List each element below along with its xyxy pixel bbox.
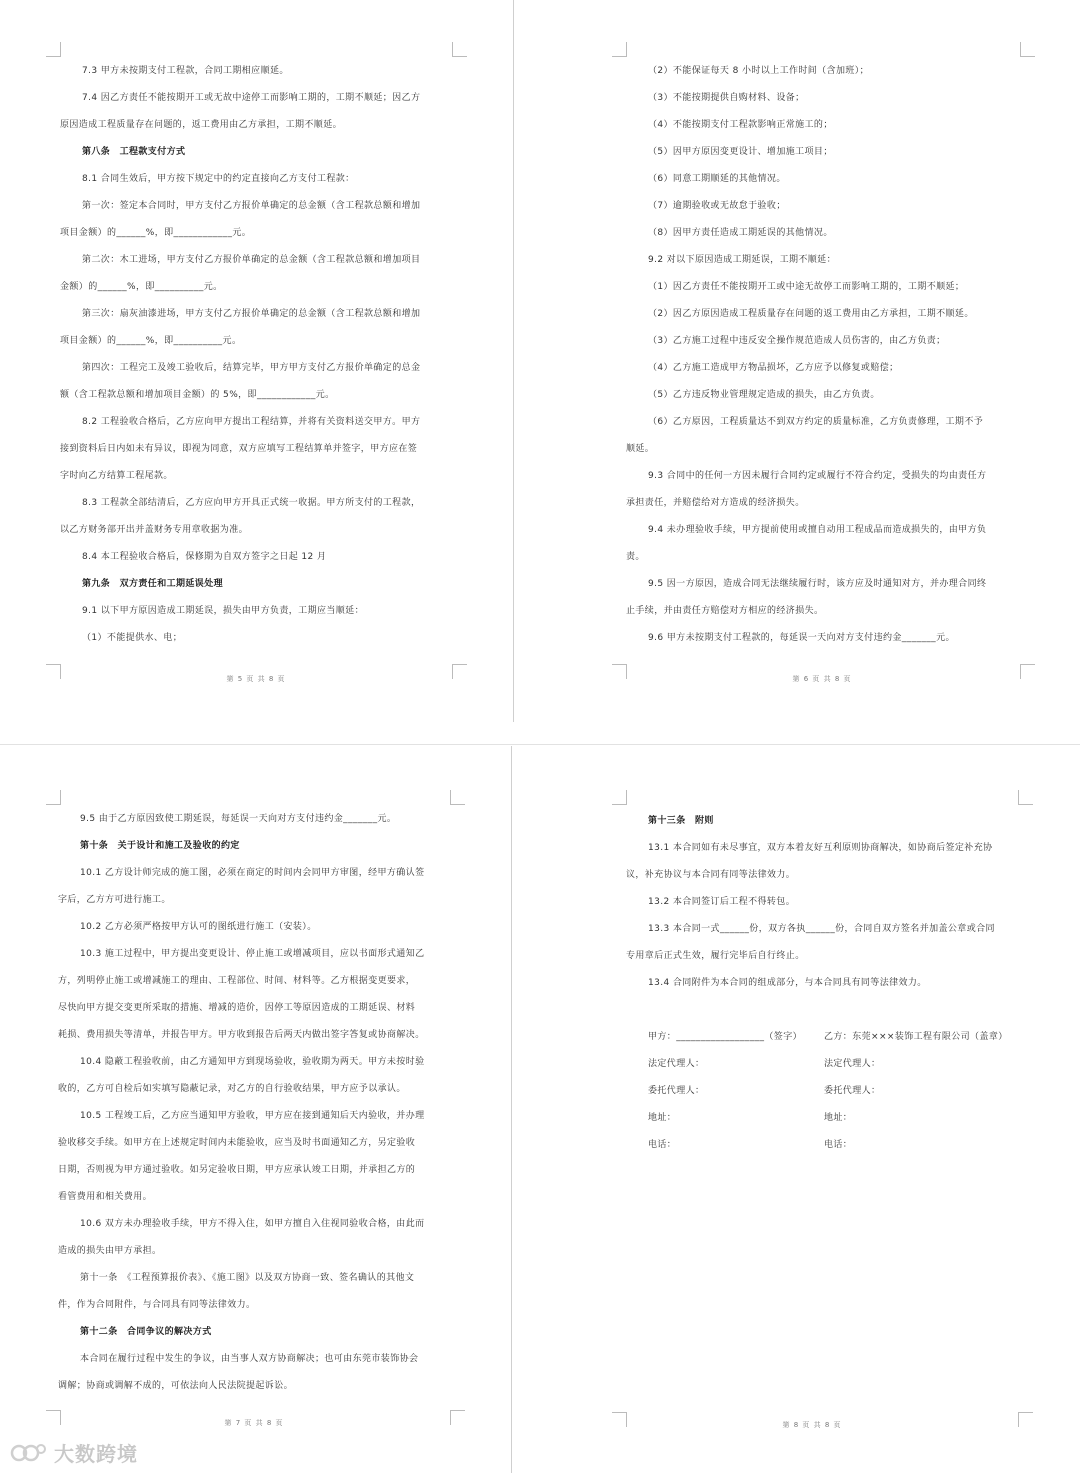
party-b-field: 地址： bbox=[824, 1113, 853, 1123]
text-line: （5）乙方违反物业管理规定造成的损失，由乙方负责。 bbox=[648, 390, 880, 400]
party-a-field: 甲方：__________________（签字） bbox=[648, 1032, 803, 1042]
party-a-field: 电话： bbox=[648, 1140, 677, 1150]
text-line: 8.4 本工程验收合格后，保修期为自双方签字之日起 12 月 bbox=[82, 552, 327, 562]
text-line: 9.6 甲方未按期支付工程款的，每延误一天向对方支付违约金_______元。 bbox=[648, 633, 955, 643]
page-body bbox=[626, 808, 1030, 997]
party-b-field: 委托代理人： bbox=[824, 1086, 881, 1096]
text-line: 10.4 隐蔽工程验收前，由乙方通知甲方到现场验收，验收期为两天。甲方未按时验 bbox=[80, 1057, 425, 1067]
text-line: 收的，乙方可自检后如实填写隐蔽记录，对乙方的自行验收结果，甲方应予以承认。 bbox=[58, 1084, 406, 1094]
page-divider bbox=[511, 746, 512, 1473]
text-line: 造成的损失由甲方承担。 bbox=[58, 1246, 162, 1256]
text-line: 金额）的______%，即__________元。 bbox=[60, 282, 223, 292]
text-line: 额（含工程款总额和增加项目金额）的 5%，即____________元。 bbox=[60, 390, 335, 400]
text-line: 7.3 甲方未按期支付工程款，合同工期相应顺延。 bbox=[82, 66, 289, 76]
article-heading: 第十二条 合同争议的解决方式 bbox=[80, 1327, 212, 1337]
text-line: （2）不能保证每天 8 小时以上工作时间（含加班）； bbox=[648, 66, 870, 76]
crop-mark bbox=[612, 790, 627, 805]
text-line: 方，列明停止施工或增减施工的理由、工程部位、时间、材料等。乙方根据变更要求， bbox=[58, 976, 416, 986]
page-body bbox=[58, 806, 458, 1400]
text-line: 件，作为合同附件，与合同具有同等法律效力。 bbox=[58, 1300, 256, 1310]
article-heading: 第九条 双方责任和工期延误处理 bbox=[82, 579, 224, 589]
document-page-8 bbox=[566, 746, 1080, 1473]
signature-row bbox=[648, 1132, 1028, 1159]
party-a-field: 地址： bbox=[648, 1113, 677, 1123]
text-line: 13.3 本合同一式______份，双方各执______份，合同自双方签名并加盖公章或合同 bbox=[648, 924, 995, 934]
text-line: 9.2 对以下原因造成工期延误，工期不顺延： bbox=[648, 255, 836, 265]
crop-mark bbox=[46, 790, 61, 805]
text-line: 调解；协商或调解不成的，可依法向人民法院提起诉讼。 bbox=[58, 1381, 294, 1391]
document-page-6 bbox=[568, 0, 1080, 722]
watermark-text: 大数跨境 bbox=[54, 1442, 138, 1466]
text-line: 第三次：扇灰油漆进场，甲方支付乙方报价单确定的总金额（含工程款总额和增加 bbox=[82, 309, 421, 319]
party-a-field: 委托代理人： bbox=[648, 1086, 705, 1096]
crop-mark bbox=[452, 42, 467, 57]
page-footer: 第 5 页 共 8 页 bbox=[226, 675, 286, 683]
document-page-5 bbox=[0, 0, 512, 722]
page-body bbox=[60, 58, 460, 652]
party-b-field: 电话： bbox=[824, 1140, 853, 1150]
page-footer: 第 8 页 共 8 页 bbox=[782, 1421, 842, 1429]
text-line: 字时向乙方结算工程尾款。 bbox=[60, 471, 173, 481]
text-line: 顺延。 bbox=[626, 444, 655, 454]
text-line: 8.3 工程款全部结清后，乙方应向甲方开具正式统一收据。甲方所支付的工程款， bbox=[82, 498, 421, 508]
text-line: 项目金额）的______%，即____________元。 bbox=[60, 228, 252, 238]
signature-row bbox=[648, 1078, 1028, 1105]
watermark bbox=[10, 1438, 138, 1467]
text-line: 13.2 本合同签订后工程不得转包。 bbox=[648, 897, 796, 907]
text-line: 13.1 本合同如有未尽事宜，双方本着友好互利原则协商解决，如协商后签定补充协 bbox=[648, 843, 993, 853]
crop-mark bbox=[450, 1410, 465, 1425]
party-a-field: 法定代理人： bbox=[648, 1059, 705, 1069]
text-line: 10.2 乙方必须严格按甲方认可的图纸进行施工（安装）。 bbox=[80, 922, 317, 932]
text-line: （7）逾期验收或无故怠于验收； bbox=[648, 201, 786, 211]
text-line: （4）不能按期支付工程款影响正常施工的； bbox=[648, 120, 833, 130]
text-line: 10.5 工程竣工后，乙方应当通知甲方验收，甲方应在接到通知后天内验收，并办理 bbox=[80, 1111, 425, 1121]
watermark-logo-icon bbox=[10, 1441, 48, 1465]
text-line: 第二次：木工进场，甲方支付乙方报价单确定的总金额（含工程款总额和增加项目 bbox=[82, 255, 421, 265]
crop-mark bbox=[1018, 1412, 1033, 1427]
text-line: （3）乙方施工过程中违反安全操作规范造成人员伤害的，由乙方负责； bbox=[648, 336, 946, 346]
crop-mark bbox=[46, 664, 61, 679]
text-line: 8.2 工程验收合格后，乙方应向甲方提出工程结算，并将有关资料送交甲方。甲方 bbox=[82, 417, 421, 427]
text-line: 10.3 施工过程中，甲方提出变更设计、停止施工或增减项目，应以书面形式通知乙 bbox=[80, 949, 425, 959]
text-line: 第四次：工程完工及竣工验收后，结算完毕，甲方甲方支付乙方报价单确定的总金 bbox=[82, 363, 421, 373]
text-line: 尽快向甲方提交变更所采取的措施、增减的造价，因停工等原因造成的工期延误、材料 bbox=[58, 1003, 416, 1013]
text-line: 日期，否则视为甲方通过验收。如另定验收日期，甲方应承认竣工日期，并承担乙方的 bbox=[58, 1165, 416, 1175]
text-line: 耗损、费用损失等清单，并报告甲方。甲方收到报告后两天内做出签字答复或协商解决。 bbox=[58, 1030, 425, 1040]
text-line: （3）不能按期提供自购材料、设备； bbox=[648, 93, 805, 103]
text-line: 10.6 双方未办理验收手续，甲方不得入住，如甲方擅自入住视同验收合格，由此而 bbox=[80, 1219, 425, 1229]
signature-block bbox=[648, 1024, 1028, 1159]
crop-mark bbox=[46, 1410, 61, 1425]
text-line: 看管费用和相关费用。 bbox=[58, 1192, 153, 1202]
text-line: 9.5 因一方原因，造成合同无法继续履行时，该方应及时通知对方，并办理合同终 bbox=[648, 579, 987, 589]
text-line: （1）不能提供水、电； bbox=[82, 633, 183, 643]
crop-mark bbox=[1018, 790, 1033, 805]
crop-mark bbox=[1020, 42, 1035, 57]
text-line: 7.4 因乙方责任不能按期开工或无故中途停工而影响工期的，工期不顺延；因乙方 bbox=[82, 93, 421, 103]
text-line: （5）因甲方原因变更设计、增加施工项目； bbox=[648, 147, 833, 157]
text-line: 10.1 乙方设计师完成的施工图，必须在商定的时间内会同甲方审图，经甲方确认签 bbox=[80, 868, 425, 878]
text-line: 9.5 由于乙方原因致使工期延误，每延误一天向对方支付违约金_______元。 bbox=[80, 814, 397, 824]
crop-mark bbox=[46, 42, 61, 57]
text-line: 议，补充协议与本合同有同等法律效力。 bbox=[626, 870, 796, 880]
text-line: 字后，乙方方可进行施工。 bbox=[58, 895, 171, 905]
page-footer: 第 6 页 共 8 页 bbox=[792, 675, 852, 683]
page-footer: 第 7 页 共 8 页 bbox=[224, 1419, 284, 1427]
party-b-field: 乙方：东莞×××装饰工程有限公司（盖章） bbox=[824, 1032, 1008, 1042]
text-line: 9.3 合同中的任何一方因未履行合同约定或履行不符合约定，受损失的均由责任方 bbox=[648, 471, 987, 481]
text-line: 第一次：签定本合同时，甲方支付乙方报价单确定的总金额（含工程款总额和增加 bbox=[82, 201, 421, 211]
signature-row bbox=[648, 1024, 1028, 1051]
text-line: 专用章后正式生效，履行完毕后自行终止。 bbox=[626, 951, 805, 961]
crop-mark bbox=[1020, 664, 1035, 679]
text-line: 原因造成工程质量存在问题的，返工费用由乙方承担，工期不顺延。 bbox=[60, 120, 343, 130]
text-line: 本合同在履行过程中发生的争议，由当事人双方协商解决；也可由东莞市装饰协会 bbox=[80, 1354, 419, 1364]
text-line: 13.4 合同附件为本合同的组成部分，与本合同具有同等法律效力。 bbox=[648, 978, 927, 988]
page-divider bbox=[513, 0, 514, 722]
text-line: （1）因乙方责任不能按期开工或中途无故停工而影响工期的，工期不顺延； bbox=[648, 282, 965, 292]
text-line: （8）因甲方责任造成工期延误的其他情况。 bbox=[648, 228, 833, 238]
page-gap bbox=[0, 744, 1080, 745]
article-heading: 第八条 工程款支付方式 bbox=[82, 147, 186, 157]
text-line: （4）乙方施工造成甲方物品损坏，乙方应予以修复或赔偿； bbox=[648, 363, 899, 373]
text-line: （2）因乙方原因造成工程质量存在问题的返工费用由乙方承担，工期不顺延。 bbox=[648, 309, 974, 319]
document-page-7 bbox=[0, 746, 512, 1473]
article-heading: 第十三条 附则 bbox=[648, 816, 714, 826]
crop-mark bbox=[450, 790, 465, 805]
crop-mark bbox=[612, 42, 627, 57]
text-line: 承担责任，并赔偿给对方造成的经济损失。 bbox=[626, 498, 805, 508]
crop-mark bbox=[612, 664, 627, 679]
text-line: （6）同意工期顺延的其他情况。 bbox=[648, 174, 786, 184]
signature-row bbox=[648, 1105, 1028, 1132]
party-b-field: 法定代理人： bbox=[824, 1059, 881, 1069]
crop-mark bbox=[612, 1412, 627, 1427]
text-line: 止手续，并由责任方赔偿对方相应的经济损失。 bbox=[626, 606, 824, 616]
text-line: 第十一条 《工程预算报价表》、《施工图》以及双方协商一致、签名确认的其他文 bbox=[80, 1273, 415, 1283]
text-line: 验收移交手续。如甲方在上述规定时间内未能验收，应当及时书面通知乙方，另定验收 bbox=[58, 1138, 416, 1148]
signature-row bbox=[648, 1051, 1028, 1078]
article-heading: 第十条 关于设计和施工及验收的约定 bbox=[80, 841, 240, 851]
text-line: 9.4 未办理验收手续，甲方提前使用或擅自动用工程成品而造成损失的，由甲方负 bbox=[648, 525, 987, 535]
text-line: （6）乙方原因，工程质量达不到双方约定的质量标准，乙方负责修理，工期不予 bbox=[648, 417, 984, 427]
text-line: 接到资料后日内如未有异议，即视为同意，双方应填写工程结算单并签字，甲方应在签 bbox=[60, 444, 418, 454]
text-line: 项目金额）的______%，即__________元。 bbox=[60, 336, 242, 346]
text-line: 8.1 合同生效后，甲方按下规定中的约定直接向乙方支付工程款： bbox=[82, 174, 355, 184]
text-line: 9.1 以下甲方原因造成工期延误，损失由甲方负责，工期应当顺延： bbox=[82, 606, 364, 616]
text-line: 以乙方财务部开出并盖财务专用章收据为准。 bbox=[60, 525, 249, 535]
text-line: 责。 bbox=[626, 552, 645, 562]
crop-mark bbox=[452, 664, 467, 679]
page-body bbox=[626, 58, 1030, 652]
